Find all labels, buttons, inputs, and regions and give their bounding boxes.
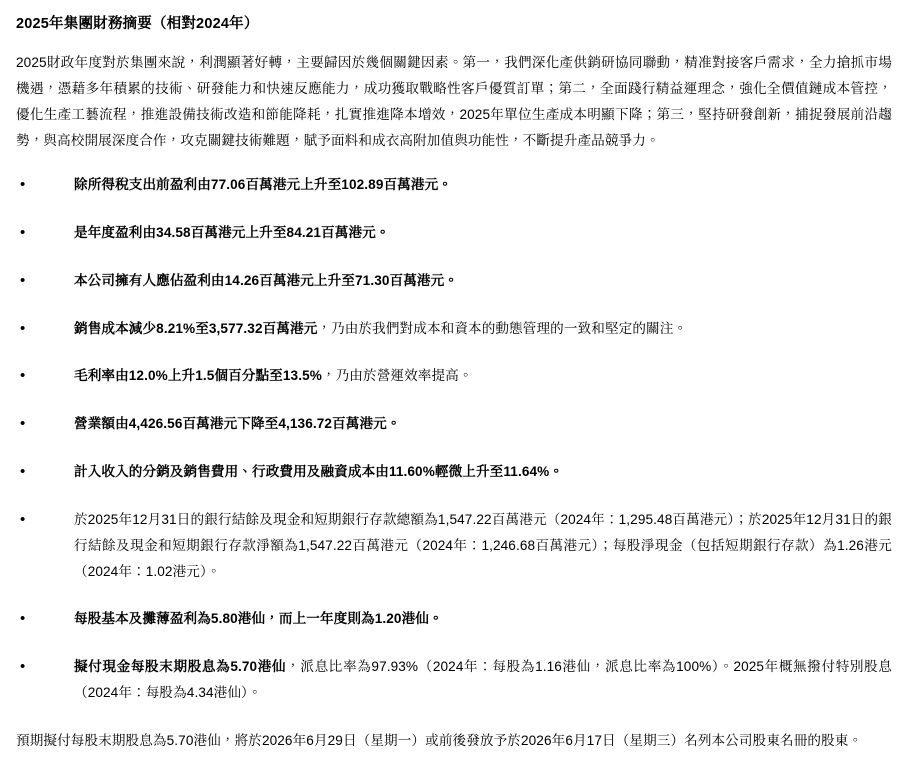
list-item-bold-text: 除所得稅支出前盈利由77.06百萬港元上升至102.89百萬港元。 — [74, 177, 452, 193]
highlights-list — [16, 172, 892, 706]
list-item — [16, 363, 892, 389]
list-item-bold-text: 銷售成本減少8.21%至3,577.32百萬港元 — [74, 320, 318, 336]
list-item — [16, 606, 892, 632]
list-item-bold-text: 毛利率由12.0%上升1.5個百分點至13.5% — [74, 368, 322, 384]
intro-paragraph: 2025財政年度對於集團來說，利潤顯著好轉，主要歸因於幾個關鍵因素。第一，我們深化產供銷研協同聯動，精准對接客戶需求，全力搶抓市場機遇，憑藉多年積累的技術、研發能力和快速反應能力，成功獲取戰略性客戶優質訂單；第二，全面踐行精益運理念，強化全價值鏈成本管控，優化生產工藝流程，推進設備技術改造和節能降耗，扎實推進降本增效，2025年單位生產成本明顯下降；第三，堅持研發創新，捕捉發展前沿趨勢，與高校開展深度合作，攻克關鍵技術難題，賦予面料和成衣高附加值與功能性，不斷提升產品競爭力。 — [16, 54, 892, 149]
list-item-text: 於2025年12月31日的銀行結餘及現金和短期銀行存款總額為1,547.22百萬港元（2024年：1,295.48百萬港元）；於2025年12月31日的銀行結餘及現金和短期銀行存款淨額為1,547.22百萬港元（2024年：1,246.68百萬港元）；每股淨現金（包括短期銀行存款）為1.26港元（2024年：1.02港元）。 — [74, 511, 892, 579]
list-item-text: ，乃由於營運效率提高。 — [321, 368, 473, 384]
list-item-bold-text: 每股基本及攤薄盈利為5.80港仙，而上一年度則為1.20港仙。 — [74, 611, 443, 627]
list-item-bold-text: 是年度盈利由34.58百萬港元上升至84.21百萬港元。 — [74, 224, 390, 240]
list-item-bold-text: 計入收入的分銷及銷售費用、行政費用及融資成本由11.60%輕微上升至11.64%。 — [74, 464, 564, 480]
list-item — [16, 268, 892, 294]
list-item-bold-text: 營業額由4,426.56百萬港元下降至4,136.72百萬港元。 — [74, 416, 401, 432]
list-item — [16, 316, 892, 342]
list-item — [16, 172, 892, 198]
list-item-bold-text: 擬付現金每股末期股息為5.70港仙 — [74, 659, 287, 675]
list-item — [16, 220, 892, 246]
list-item — [16, 411, 892, 437]
closing-paragraph: 預期擬付每股末期股息為5.70港仙，將於2026年6月29日（星期一）或前後發放予於2026年6月17日（星期三）名列本公司股東名冊的股東。 — [16, 732, 863, 748]
list-item — [16, 654, 892, 706]
list-item-text: ，乃由於我們對成本和資本的動態管理的一致和堅定的關注。 — [317, 320, 688, 336]
list-item-text: ，派息比率為97.93%（2024年：每股為1.16港仙，派息比率為100%）。2025年概無撥付特別股息（2024年：每股為4.34港仙）。 — [74, 659, 893, 701]
list-item — [16, 459, 892, 485]
list-item-bold-text: 本公司擁有人應佔盈利由14.26百萬港元上升至71.30百萬港元。 — [74, 272, 458, 288]
page-title: 2025年集團財務摘要（相對2024年） — [16, 16, 259, 32]
list-item — [16, 507, 892, 584]
